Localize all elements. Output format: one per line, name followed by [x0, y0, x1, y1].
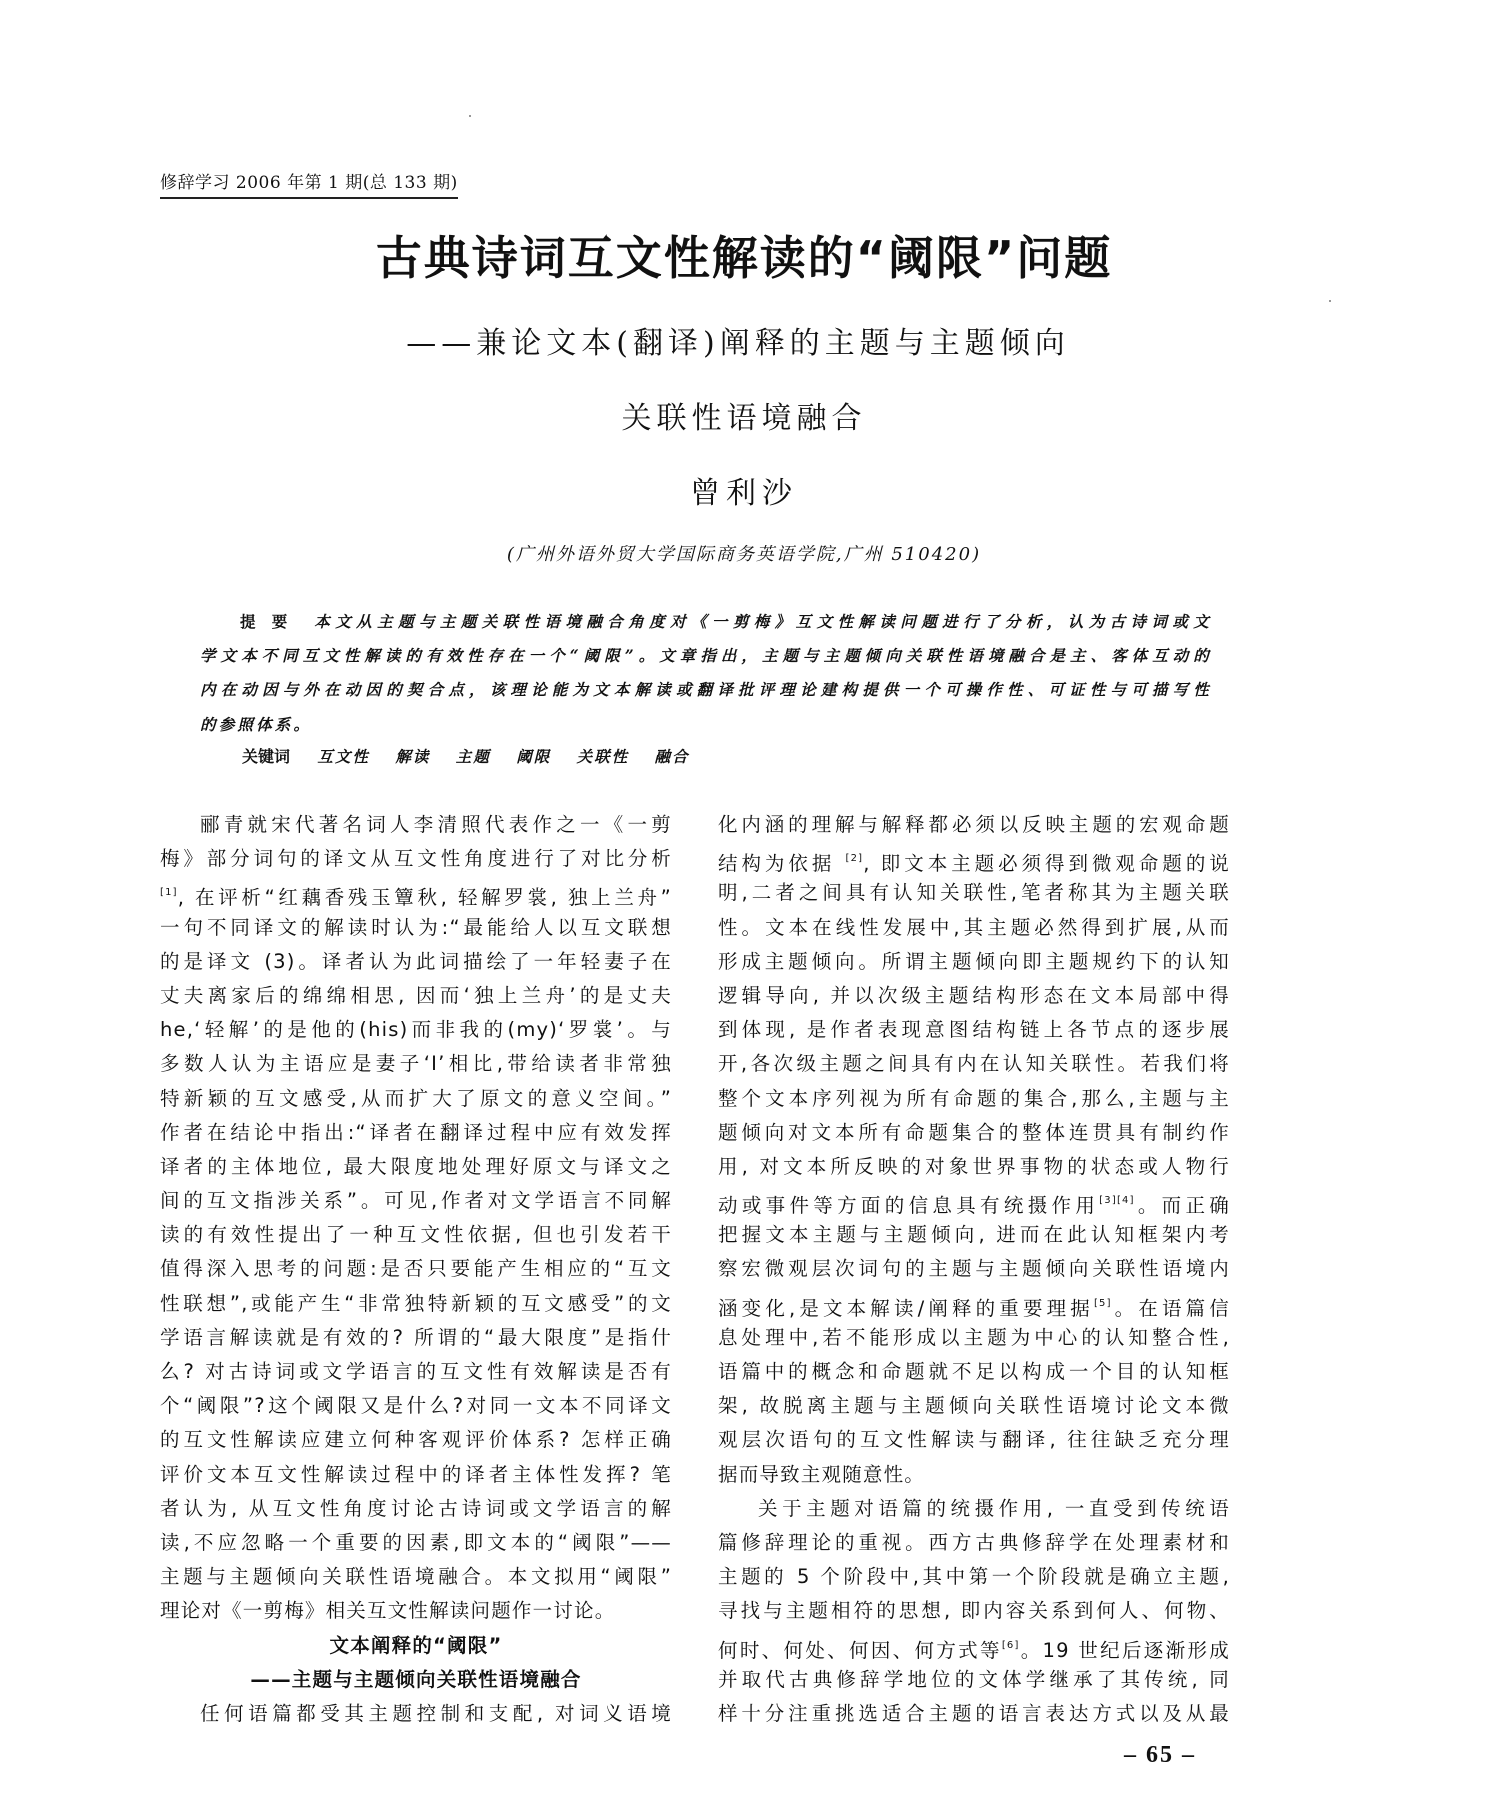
- text-line: 郦青就宋代著名词人李清照代表作之一《一剪: [200, 813, 672, 836]
- text-line: 何时、何处、何因、何方式等[6]。19 世纪后逐渐形成: [718, 1638, 1230, 1662]
- text-line: 多数人认为主语应是妻子‘I’相比,带给读者非常独: [160, 1052, 672, 1076]
- text-line: 察宏微观层次词句的主题与主题倾向关联性语境内: [718, 1257, 1230, 1281]
- body-column-right: [718, 808, 1230, 1731]
- abstract-line: 学文本不同互文性解读的有效性存在一个“阈限”。文章指出，主题与主题倾向关联性语境融合是主、客体互动的: [200, 646, 1212, 666]
- paper-subtitle-line1: ——兼论文本(翻译)阐释的主题与主题倾向: [406, 326, 1070, 361]
- text-line: 的是译文 (3)。译者认为此词描绘了一年轻妻子在: [160, 949, 672, 973]
- text-line: 学语言解读就是有效的? 所谓的“最大限度”是指什: [160, 1325, 672, 1349]
- text-line: 明,二者之间具有认知关联性,笔者称其为主题关联: [718, 881, 1230, 905]
- text-line: 者认为, 从互文性角度讨论古诗词或文学语言的解: [160, 1496, 672, 1520]
- abstract-line: 内在动因与外在动因的契合点，该理论能为文本解读或翻译批评理论建构提供一个可操作性、可证性与可描写性: [200, 680, 1212, 700]
- text-line: 评价文本互文性解读过程中的译者主体性发挥? 笔: [160, 1462, 672, 1486]
- scan-speck: [1329, 300, 1331, 302]
- keyword: 主题: [455, 747, 491, 766]
- text-line: 动或事件等方面的信息具有统摄作用[3][4]。而正确: [718, 1194, 1230, 1218]
- text-line: 化内涵的理解与解释都必须以反映主题的宏观命题: [718, 813, 1230, 836]
- text-line: 语篇中的概念和命题就不足以构成一个目的认知框: [718, 1360, 1230, 1383]
- text-line: 篇修辞理论的重视。西方古典修辞学在处理素材和: [718, 1530, 1230, 1554]
- text-line: 据而导致主观随意性。: [718, 1462, 926, 1486]
- text-line: 主题与主题倾向关联性语境融合。本文拟用“阈限”: [160, 1565, 672, 1589]
- text-line: 间的互文指涉关系”。可见,作者对文学语言不同解: [160, 1189, 672, 1213]
- text-line: 性。文本在线性发展中,其主题必然得到扩展,从而: [718, 915, 1230, 939]
- text-line: 值得深入思考的问题:是否只要能产生相应的“互文: [160, 1257, 672, 1281]
- keywords-label: 关键词: [242, 747, 291, 766]
- text-line: 特新颖的互文感受,从而扩大了原文的意义空间。”: [160, 1086, 672, 1110]
- journal-header: 修辞学习 2006 年第 1 期(总 133 期): [160, 168, 458, 199]
- body-column-left: [160, 808, 672, 1731]
- text-line: 读,不应忽略一个重要的因素,即文本的“阈限”——: [160, 1530, 672, 1554]
- keyword: 融合: [654, 747, 690, 766]
- scan-speck: [469, 115, 471, 117]
- text-line: 丈夫离家后的绵绵相思, 因而‘独上兰舟’的是丈夫: [160, 983, 672, 1007]
- keyword: 阈限: [516, 747, 552, 766]
- paper-subtitle-line2: 关联性语境融合: [621, 401, 867, 436]
- text-line: 息处理中,若不能形成以主题为中心的认知整合性,: [718, 1325, 1230, 1349]
- keyword: 关联性: [576, 747, 630, 766]
- abstract-line: 的参照体系。: [200, 714, 313, 734]
- text-line: 个“阈限”?这个阈限又是什么?对同一文本不同译文: [160, 1394, 672, 1418]
- text-line: [1], 在评析“红藕香残玉簟秋, 轻解罗裳, 独上兰舟”: [160, 886, 672, 910]
- keywords: [242, 744, 710, 767]
- abstract: [200, 606, 1212, 743]
- text-line: 梅》部分词句的译文从互文性角度进行了对比分析: [160, 847, 672, 871]
- text-line: 性联想”,或能产生“非常独特新颖的互文感受”的文: [160, 1291, 672, 1315]
- keyword: 解读: [395, 747, 431, 766]
- text-line: 读的有效性提出了一种互文性依据, 但也引发若干: [160, 1223, 672, 1247]
- section-heading: 文本阐释的“阈限”: [329, 1633, 503, 1657]
- text-line: he,‘轻解’的是他的(his)而非我的(my)‘罗裳’。与: [160, 1018, 672, 1042]
- text-line: 观层次语句的互文性解读与翻译, 往往缺乏充分理: [718, 1428, 1230, 1452]
- author-name: 曾利沙: [690, 476, 798, 511]
- section-subheading: ——主题与主题倾向关联性语境融合: [250, 1667, 582, 1691]
- text-line: 寻找与主题相符的思想, 即内容关系到何人、何物、: [718, 1599, 1230, 1623]
- text-line: 结构为依据 [2], 即文本主题必须得到微观命题的说: [718, 852, 1230, 876]
- text-line: 架, 故脱离主题与主题倾向关联性语境讨论文本微: [718, 1394, 1230, 1418]
- text-line: 么? 对古诗词或文学语言的互文性有效解读是否有: [160, 1360, 672, 1383]
- text-line: 形成主题倾向。所谓主题倾向即主题规约下的认知: [718, 949, 1230, 973]
- text-line: 开,各次级主题之间具有内在认知关联性。若我们将: [718, 1052, 1230, 1076]
- text-line: 的互文性解读应建立何种客观评价体系? 怎样正确: [160, 1428, 672, 1452]
- text-line: 涵变化,是文本解读/阐释的重要理据[5]。在语篇信: [718, 1296, 1230, 1320]
- author-affiliation: (广州外语外贸大学国际商务英语学院,广州 510420): [506, 544, 982, 565]
- text-line: 作者在结论中指出:“译者在翻译过程中应有效发挥: [160, 1120, 672, 1144]
- abstract-line: 提要 本文从主题与主题关联性语境融合角度对《一剪梅》互文性解读问题进行了分析，认为古诗词或文: [240, 612, 1212, 631]
- text-line: 理论对《一剪梅》相关互文性解读问题作一讨论。: [160, 1599, 616, 1623]
- text-line: 样十分注重挑选适合主题的语言表达方式以及从最: [718, 1701, 1230, 1725]
- text-line: 用, 对文本所反映的对象世界事物的状态或人物行: [718, 1154, 1230, 1178]
- abstract-label: 提要: [240, 612, 304, 631]
- text-line: 题倾向对文本所有命题集合的整体连贯具有制约作: [718, 1120, 1230, 1144]
- text-line: 逻辑导向, 并以次级主题结构形态在文本局部中得: [718, 983, 1230, 1007]
- keyword: 互文性: [317, 747, 370, 766]
- text-line: 任何语篇都受其主题控制和支配, 对词义语境: [200, 1701, 672, 1725]
- text-line: 把握文本主题与主题倾向, 进而在此认知框架内考: [718, 1223, 1230, 1247]
- text-line: 一句不同译文的解读时认为:“最能给人以互文联想: [160, 915, 672, 939]
- text-line: 译者的主体地位, 最大限度地处理好原文与译文之: [160, 1154, 672, 1178]
- text-line: 整个文本序列视为所有命题的集合,那么,主题与主: [718, 1086, 1230, 1110]
- text-line: 主题的 5 个阶段中,其中第一个阶段就是确立主题,: [718, 1565, 1230, 1589]
- page-number: – 65 –: [1124, 1742, 1196, 1768]
- text-line: 关于主题对语篇的统摄作用, 一直受到传统语: [758, 1496, 1230, 1520]
- paper-title: 古典诗词互文性解读的“阈限”问题: [375, 231, 1113, 285]
- text-line: 到体现, 是作者表现意图结构链上各节点的逐步展: [718, 1018, 1230, 1042]
- text-line: 并取代古典修辞学地位的文体学继承了其传统, 同: [718, 1667, 1230, 1691]
